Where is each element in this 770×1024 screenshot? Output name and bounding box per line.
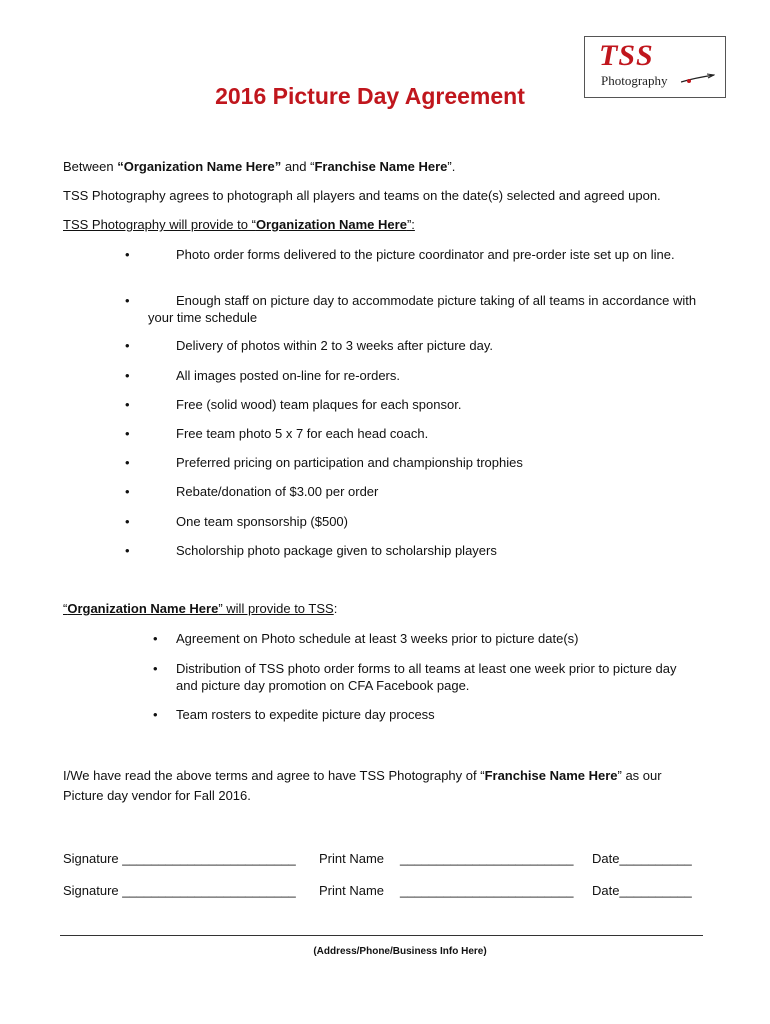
- bullet-icon: •: [125, 426, 130, 441]
- signature-field[interactable]: Signature ________________________: [63, 851, 296, 866]
- list-item-text: All images posted on-line for re-orders.: [176, 368, 400, 383]
- list-item: [63, 483, 723, 500]
- list-item-text: Photo order forms delivered to the picture coordinator and pre-order iste set up on: [176, 247, 648, 262]
- bullet-icon: •: [125, 338, 130, 353]
- and-text: and “: [281, 159, 315, 174]
- closing-line-2: Picture day vendor for Fall 2016.: [63, 788, 251, 803]
- bullet-icon: •: [153, 707, 158, 722]
- bullet-icon: •: [125, 247, 130, 262]
- logo-subtitle: Photography: [601, 73, 668, 88]
- closing-franchise: Franchise Name Here: [484, 768, 618, 783]
- bullet-icon: •: [125, 543, 130, 558]
- list-item-text: Enough staff on picture day to accommodate picture taking of all teams in accordance: [176, 293, 670, 308]
- list-item-continuation: line.: [650, 247, 675, 262]
- logo-brand: TSS: [599, 39, 654, 72]
- org-heading-colon: :: [333, 601, 338, 616]
- list-item: [63, 367, 723, 384]
- tss-heading-org: Organization Name Here: [255, 217, 407, 232]
- list-item: [63, 706, 723, 723]
- list-item-text: Rebate/donation of $3.00 per order: [176, 484, 379, 499]
- bullet-icon: •: [125, 397, 130, 412]
- bullet-icon: •: [125, 484, 130, 499]
- list-item-text: Delivery of photos within 2 to 3 weeks after picture day.: [176, 338, 493, 353]
- page-title: 2016 Picture Day Agreement: [215, 83, 525, 109]
- list-item: [63, 292, 723, 326]
- list-item: [63, 454, 723, 471]
- closing-suffix: ” as our: [617, 768, 662, 783]
- list-item-text: Scholorship photo package given to scholarship players: [176, 543, 497, 558]
- print-name-field[interactable]: ________________________: [400, 883, 574, 898]
- signature-field[interactable]: Signature ________________________: [63, 883, 296, 898]
- org-heading-prefix: “: [63, 601, 68, 616]
- franchise-name-placeholder: Franchise Name Here: [314, 159, 448, 174]
- bullet-icon: •: [153, 631, 158, 646]
- list-item: [63, 425, 723, 442]
- tss-provides-heading: [63, 216, 415, 233]
- bullet-icon: •: [125, 293, 130, 308]
- list-item-text: Free (solid wood) team plaques for each sponsor.: [176, 397, 462, 412]
- list-item-text: Distribution of TSS photo order forms to all teams at least one week prior to picture day and picture day promotion on CFA Facebook page.: [176, 661, 677, 693]
- between-prefix: Between: [63, 159, 118, 174]
- org-heading-suffix: ” will provide to TSS: [218, 601, 334, 616]
- closing-statement: [63, 767, 662, 784]
- list-item: [63, 337, 723, 354]
- list-item-continuation: with your time schedule: [148, 293, 697, 325]
- list-item: [63, 396, 723, 413]
- org-heading-org: Organization Name Here: [67, 601, 219, 616]
- footer-contact: (Address/Phone/Business Info Here): [313, 946, 487, 957]
- intro-between: [63, 158, 455, 175]
- date-field[interactable]: Date__________: [592, 883, 692, 898]
- print-name-label: Print Name: [319, 851, 385, 866]
- between-end: ”.: [447, 159, 456, 174]
- list-item-text: Free team photo 5 x 7 for each head coach.: [176, 426, 429, 441]
- bullet-icon: •: [125, 455, 130, 470]
- bullet-icon: •: [125, 514, 130, 529]
- list-item: [63, 660, 723, 694]
- list-item-text: Agreement on Photo schedule at least 3 weeks prior to picture date(s): [176, 631, 579, 646]
- list-item: [63, 630, 723, 647]
- org-name-placeholder: “Organization Name Here”: [117, 159, 282, 174]
- list-item: [63, 513, 723, 530]
- print-name-label: Print Name: [319, 883, 385, 898]
- list-item-text: Preferred pricing on participation and championship trophies: [176, 455, 523, 470]
- footer-divider: [60, 935, 703, 936]
- agreement-statement: TSS Photography agrees to photograph all players and teams on the date(s) selected and agreed upon.: [63, 188, 661, 203]
- list-item: [63, 542, 723, 559]
- bullet-icon: •: [125, 368, 130, 383]
- bullet-icon: •: [153, 661, 158, 676]
- org-provides-heading: [63, 600, 337, 617]
- list-item-text: Team rosters to expedite picture day process: [176, 707, 435, 722]
- tss-heading-prefix: TSS Photography will provide to “: [63, 217, 256, 232]
- tss-heading-suffix: ”:: [406, 217, 415, 232]
- closing-prefix: I/We have read the above terms and agree to have TSS Photography of “: [63, 768, 485, 783]
- print-name-field[interactable]: ________________________: [400, 851, 574, 866]
- date-field[interactable]: Date__________: [592, 851, 692, 866]
- list-item: [63, 246, 723, 263]
- list-item-text: One team sponsorship ($500): [176, 514, 348, 529]
